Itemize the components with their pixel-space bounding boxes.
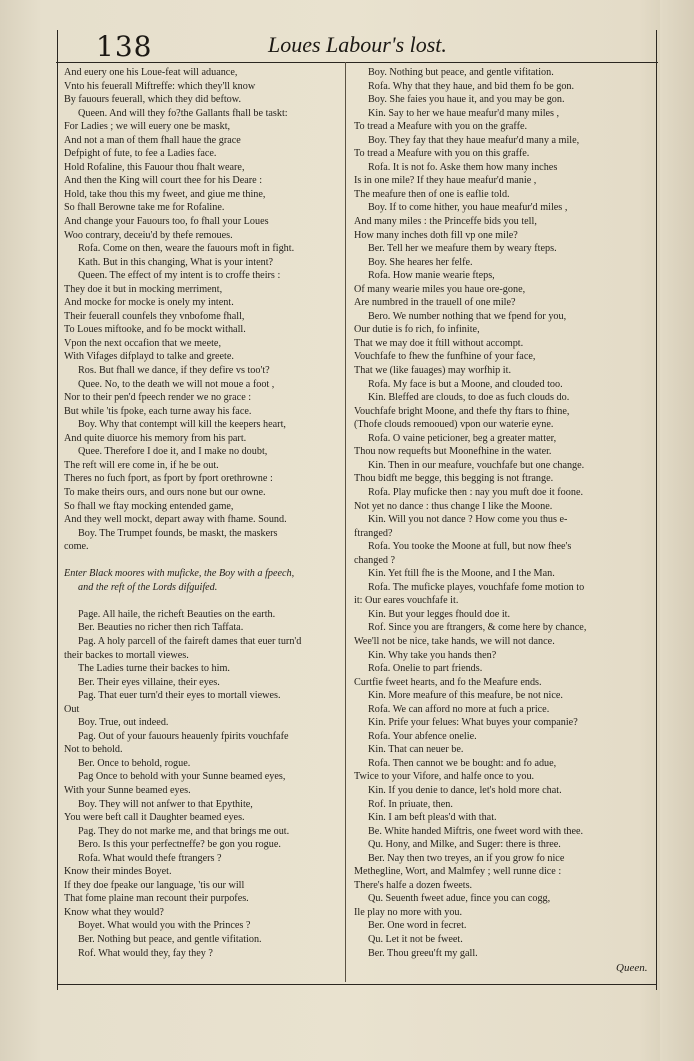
verse-line: That fome plaine man recount their purpofes.	[64, 893, 249, 905]
verse-line: Kin. Say to her we haue meafur'd many miles ,	[368, 107, 560, 119]
verse-line: Rofa. Come on then, weare the fauours moft in fight.	[78, 243, 295, 255]
verse-line: Wee'll not be nice, take hands, we will not dance.	[354, 635, 555, 647]
verse-line: Kin. Will you not dance ? How come you thus e-	[368, 514, 568, 526]
verse-line: Page. All haile, the richeft Beauties on the earth.	[78, 608, 276, 620]
verse-line: Vpon the next occafion that we meete,	[64, 337, 221, 349]
verse-line: Rofa. How manie wearie fteps,	[368, 270, 495, 282]
verse-line: Are numbred in the trauell of one mile?	[354, 297, 516, 309]
verse-line: Qu. Hony, and Milke, and Suger: there is three.	[368, 839, 561, 851]
stage-direction-line: and the reft of the Lords difguifed.	[78, 581, 218, 593]
verse-line: Rofa. Play muficke then : nay you muft doe it foone.	[368, 486, 584, 498]
verse-line: Rofa. It is not fo. Aske them how many inches	[368, 161, 558, 173]
verse-line: Rofa. The muficke playes, vouchfafe fome motion to	[368, 581, 585, 593]
verse-line: Out	[64, 703, 80, 715]
verse-line: Boy. She heares her felfe.	[368, 256, 473, 268]
verse-line: To tread a Meafure with you on this graffe.	[354, 148, 530, 160]
verse-line: Know what they would?	[64, 906, 164, 918]
verse-line: Rofa. You tooke the Moone at full, but now fhee's	[368, 541, 572, 553]
verse-line: Curtfie fweet hearts, and fo the Meafure ends.	[354, 676, 542, 688]
verse-line: Thou bidft me begge, this begging is not ftrange.	[354, 473, 554, 485]
verse-line: Our dutie is fo rich, fo infinite,	[354, 324, 480, 336]
verse-line: Not yet no dance : thus change I like the Moone.	[354, 500, 553, 512]
verse-line: it: Our eares vouchfafe it.	[354, 595, 459, 607]
verse-line: Woo contrary, deceiu'd by thefe remoues.	[64, 229, 233, 241]
verse-line: Ber. Once to behold, rogue.	[78, 757, 191, 769]
page-number: 138	[96, 30, 153, 63]
verse-line: By fauours feuerall, which they did beftow.	[64, 94, 242, 106]
verse-line: Nor to their pen'd fpeech render we no grace :	[64, 392, 252, 404]
verse-line: Rof. What would they, fay they ?	[78, 947, 213, 959]
verse-line: Ros. But fhall we dance, if they defire vs too't?	[78, 365, 270, 377]
verse-line: Rofa. What would thefe ftrangers ?	[78, 852, 222, 864]
footer-rule	[58, 984, 656, 985]
verse-line: Know their mindes Boyet.	[64, 866, 172, 878]
verse-line: Of many wearie miles you haue ore-gone,	[354, 283, 526, 295]
verse-line: And euery one his Loue-feat will aduance,	[64, 67, 238, 78]
right-border-rule	[656, 30, 657, 990]
verse-line: That we may doe it ftill without accompt.	[354, 337, 524, 349]
verse-line: So fhall Berowne take me for Rofaline.	[64, 202, 225, 214]
verse-line: Ber. Beauties no richer then rich Taffata.	[78, 622, 244, 634]
verse-line: Twice to your Vifore, and halfe once to you.	[354, 771, 535, 783]
verse-line: How many inches doth fill vp one mile?	[354, 229, 518, 241]
verse-line: To make theirs ours, and ours none but our owne.	[64, 486, 266, 498]
verse-line: Queen. And will they fo?the Gallants fhall be taskt:	[78, 107, 288, 119]
verse-line: Rofa. Why that they haue, and bid them fo be gon.	[368, 80, 575, 92]
verse-line: Ber. Tell her we meafure them by weary fteps.	[368, 243, 557, 255]
left-text-column	[64, 66, 342, 960]
verse-line: Kath. But in this changing, What is your intent?	[78, 256, 274, 268]
verse-line: (Thofe clouds remooued) vpon our waterie eyne.	[354, 419, 554, 431]
verse-line: Vouchfafe bright Moone, and thefe thy ftars to fhine,	[354, 405, 570, 417]
verse-line: Boy. She faies you haue it, and you may be gon.	[368, 94, 565, 106]
verse-line: Kin. I am beft pleas'd with that.	[368, 812, 497, 824]
verse-line: Queen. The effect of my intent is to croffe theirs :	[78, 270, 281, 282]
verse-line: Rofa. Then cannot we be bought: and fo adue,	[368, 757, 557, 769]
adjacent-page-edge	[660, 0, 694, 1061]
verse-line: Rofa. Your abfence onelie.	[368, 730, 477, 742]
verse-line: To Loues miftooke, and fo be mockt withall.	[64, 324, 246, 336]
verse-line: Bero. We number nothing that we fpend for you,	[368, 310, 567, 322]
verse-line: Methegline, Wort, and Malmfey ; well runne dice :	[354, 866, 562, 878]
verse-line: And quite diuorce his memory from his part.	[64, 432, 247, 444]
verse-line: Kin. Why take you hands then?	[368, 649, 497, 661]
verse-line: come.	[64, 541, 89, 553]
column-divider	[345, 62, 346, 982]
verse-line: Pag. Out of your fauours heauenly fpirits vouchfafe	[78, 730, 289, 742]
verse-line: You were beft call it Daughter beamed eyes.	[64, 812, 245, 824]
verse-line: Ber. Thou greeu'ft my gall.	[368, 947, 478, 959]
verse-line: Boy. Nothing but peace, and gentle vifitation.	[368, 67, 554, 78]
verse-line: And many miles : the Princeffe bids you tell,	[354, 216, 537, 228]
verse-line: Pag Once to behold with your Sunne beamed eyes,	[78, 771, 286, 783]
verse-line: With your Sunne beamed eyes.	[64, 784, 191, 796]
verse-line: To tread a Meafure with you on the graffe.	[354, 121, 528, 133]
verse-line: Pag. That euer turn'd their eyes to mortall viewes.	[78, 690, 281, 702]
verse-line: Rofa. O vaine peticioner, beg a greater matter,	[368, 432, 557, 444]
verse-line: Boy. The Trumpet founds, be maskt, the maskers	[78, 527, 278, 539]
verse-line: Kin. But your legges fhould doe it.	[368, 608, 511, 620]
verse-line: Kin. More meafure of this meafure, be not nice.	[368, 690, 563, 702]
verse-line: Not to behold.	[64, 744, 123, 756]
verse-line: And change your Fauours too, fo fhall your Loues	[64, 216, 269, 228]
verse-line: Ber. Nay then two treyes, an if you grow fo nice	[368, 852, 565, 864]
blank-line	[64, 554, 342, 568]
verse-line: There's halfe a dozen fweets.	[354, 879, 473, 891]
verse-line: Boy. They fay that they haue meafur'd many a mile,	[368, 134, 580, 146]
verse-line: Rof. In priuate, then.	[368, 798, 453, 810]
verse-line: The reft will ere come in, if he be out.	[64, 459, 219, 471]
verse-line: Rof. Since you are ftrangers, & come here by chance,	[368, 622, 587, 634]
verse-line: And they well mockt, depart away with fhame. Sound.	[64, 514, 287, 526]
verse-line: Ber. One word in fecret.	[368, 920, 467, 932]
verse-line: Be. White handed Miftris, one fweet word with thee.	[368, 825, 584, 837]
verse-line: Kin. Bleffed are clouds, to doe as fuch clouds do.	[368, 392, 570, 404]
verse-line: Rofa. Onelie to part friends.	[368, 663, 483, 675]
blank-line	[64, 594, 342, 608]
verse-line: Hold, take thou this my fweet, and giue me thine,	[64, 188, 266, 200]
verse-line: their backes to mortall viewes.	[64, 649, 189, 661]
right-text-column	[354, 66, 652, 960]
verse-line: If they doe fpeake our language, 'tis our will	[64, 879, 245, 891]
verse-line: Ber. Their eyes villaine, their eyes.	[78, 676, 220, 688]
verse-line: But while 'tis fpoke, each turne away his face.	[64, 405, 252, 417]
verse-line: Thou now requefts but Moonefhine in the water.	[354, 446, 552, 458]
verse-line: Quee. Therefore I doe it, and I make no doubt,	[78, 446, 268, 458]
verse-line: The Ladies turne their backes to him.	[78, 663, 230, 675]
verse-line: Kin. Yet ftill fhe is the Moone, and I the Man.	[368, 568, 555, 580]
verse-line: And then the King will court thee for his Deare :	[64, 175, 263, 187]
running-title: Loues Labour's lost.	[268, 32, 447, 57]
verse-line: Pag. A holy parcell of the faireft dames that euer turn'd	[78, 635, 302, 647]
left-border-rule	[57, 30, 58, 990]
verse-line: Boy. True, out indeed.	[78, 717, 169, 729]
stage-direction-line: Enter Black moores with muficke, the Boy with a fpeech,	[64, 568, 295, 580]
verse-line: For Ladies ; we will euery one be maskt,	[64, 121, 231, 133]
verse-line: Ile play no more with you.	[354, 906, 463, 918]
verse-line: Qu. Seuenth fweet adue, fince you can cogg,	[368, 893, 551, 905]
verse-line: Hold Rofaline, this Fauour thou fhalt weare,	[64, 161, 245, 173]
catchword: Queen.	[616, 962, 648, 974]
verse-line: Boy. Why that contempt will kill the keepers heart,	[78, 419, 286, 431]
verse-line: Vnto his feuerall Miftreffe: which they'll know	[64, 80, 256, 92]
verse-line: Vouchfafe to fhew the funfhine of your face,	[354, 351, 536, 363]
verse-line: Kin. Then in our meafure, vouchfafe but one change.	[368, 459, 585, 471]
verse-line: With Vifages difplayd to talke and greete.	[64, 351, 234, 363]
verse-line: Ber. Nothing but peace, and gentle vifitation.	[78, 934, 262, 945]
verse-line: Bero. Is this your perfectneffe? be gon you rogue.	[78, 839, 281, 851]
verse-line: Their feuerall counfels they vnbofome fhall,	[64, 310, 245, 322]
verse-line: Pag. They do not marke me, and that brings me out.	[78, 825, 290, 837]
verse-line: Boy. They will not anfwer to that Epythite,	[78, 798, 253, 810]
verse-line: Rofa. We can afford no more at fuch a price.	[368, 703, 550, 715]
verse-line: And mocke for mocke is onely my intent.	[64, 297, 234, 309]
verse-line: Defpight of fute, to fee a Ladies face.	[64, 148, 217, 160]
verse-line: Rofa. My face is but a Moone, and clouded too.	[368, 378, 563, 390]
verse-line: Qu. Let it not be fweet.	[368, 934, 463, 945]
verse-line: Kin. Prife your felues: What buyes your companie?	[368, 717, 578, 729]
verse-line: Is in one mile? If they haue meafur'd manie ,	[354, 175, 537, 187]
verse-line: Kin. That can neuer be.	[368, 744, 464, 756]
verse-line: Kin. If you denie to dance, let's hold more chat.	[368, 784, 562, 796]
verse-line: Boyet. What would you with the Princes ?	[78, 920, 251, 932]
verse-line: The meafure then of one is eaflie told.	[354, 188, 510, 200]
verse-line: changed ?	[354, 554, 396, 566]
verse-line: They doe it but in mocking merriment,	[64, 283, 223, 295]
verse-line: Boy. If to come hither, you haue meafur'd miles ,	[368, 202, 568, 214]
verse-line: Theres no fuch fport, as fport by fport orethrowne :	[64, 473, 273, 485]
verse-line: That we (like fauages) may worfhip it.	[354, 365, 512, 377]
verse-line: ftranged?	[354, 527, 393, 539]
verse-line: And not a man of them fhall haue the grace	[64, 134, 241, 146]
verse-line: So fhall we ftay mocking entended game,	[64, 500, 234, 512]
verse-line: Quee. No, to the death we will not moue a foot ,	[78, 378, 275, 390]
